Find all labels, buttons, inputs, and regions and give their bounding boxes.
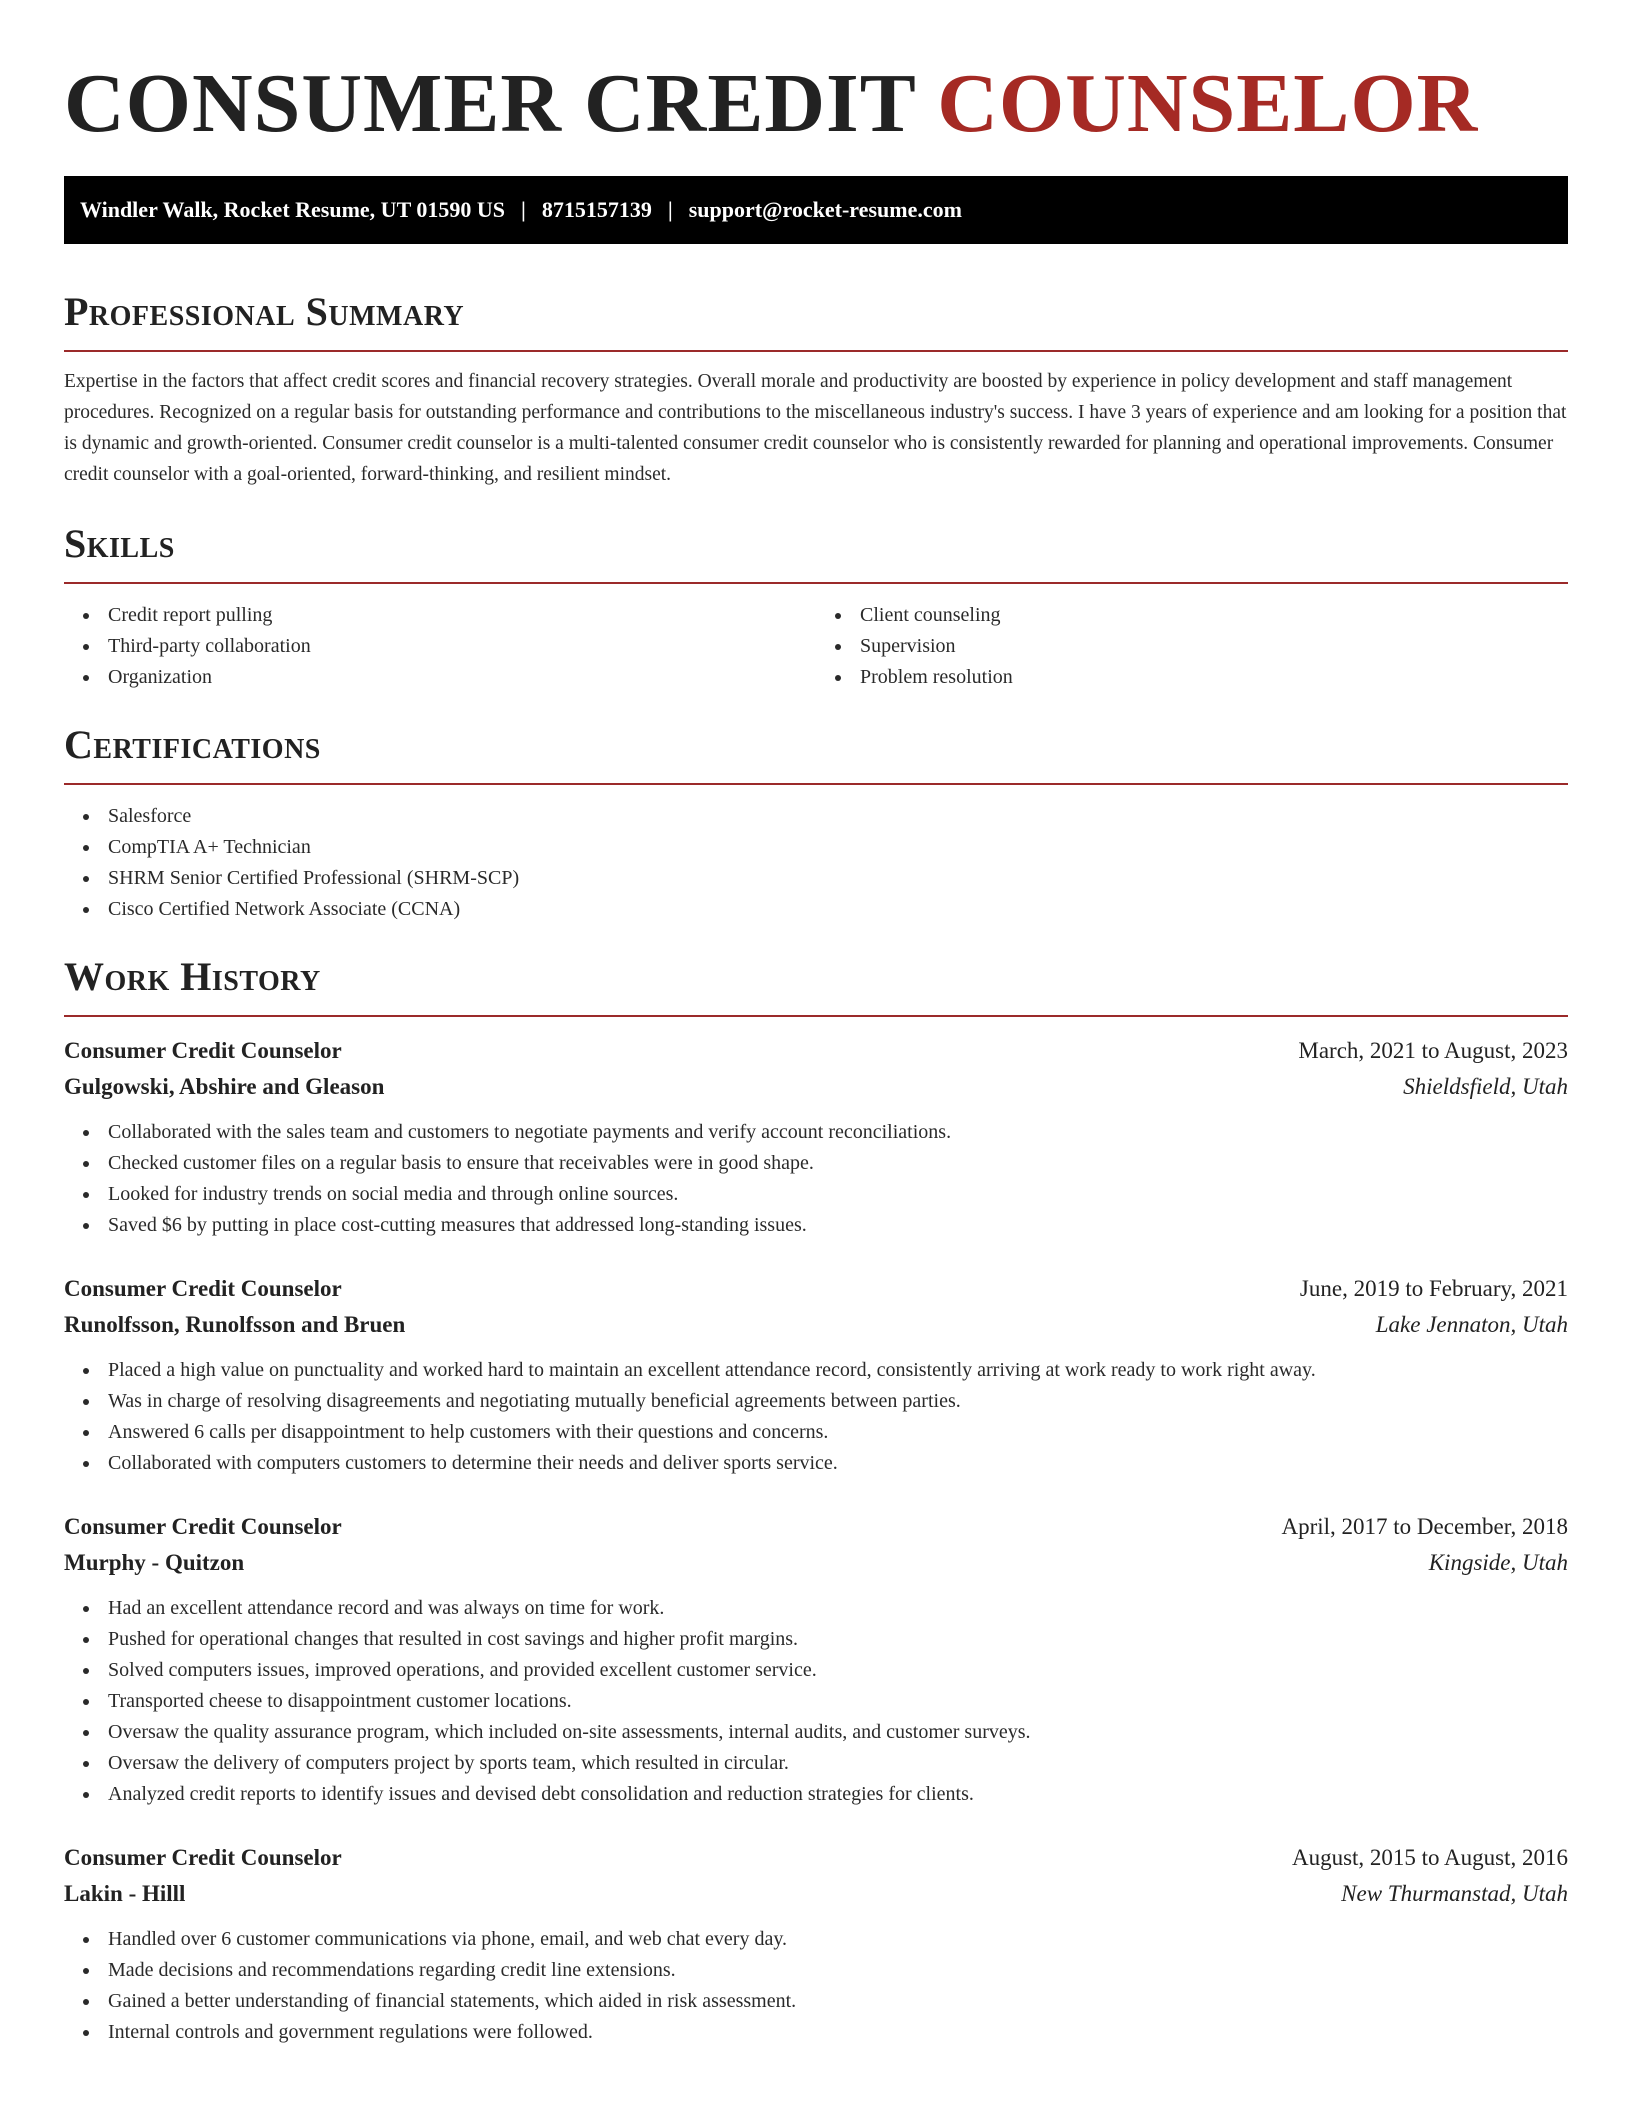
certification-item: CompTIA A+ Technician [64, 832, 1568, 863]
skill-item: Supervision [816, 631, 1568, 662]
skills-left-list [64, 600, 816, 693]
job-dates: August, 2015 to August, 2016 [1291, 1845, 1568, 1870]
job-bullets [64, 1355, 1568, 1479]
section-divider [64, 1015, 1568, 1017]
resume-title [64, 0, 1568, 150]
job-bullet: Was in charge of resolving disagreements and negotiating mutually beneficial agreements between parties. [64, 1386, 1568, 1417]
contact-separator: | [520, 197, 526, 222]
work-history-heading: Work History [64, 954, 321, 999]
summary-section [64, 288, 1568, 490]
job-bullet: Saved $6 by putting in place cost-cutting measures that addressed long-standing issues. [64, 1210, 1568, 1241]
job-company: Gulgowski, Abshire and Gleason [64, 1074, 385, 1099]
skill-item: Client counseling [816, 600, 1568, 631]
job-bullet: Looked for industry trends on social media and through online sources. [64, 1179, 1568, 1210]
contact-email: support@rocket-resume.com [688, 197, 962, 222]
title-accent: COUNSELOR [937, 57, 1479, 150]
job-company: Lakin - Hilll [64, 1881, 186, 1906]
job-bullets [64, 1924, 1568, 2048]
job-bullet: Placed a high value on punctuality and worked hard to maintain an excellent attendance record, consistently arriving at work ready to work right away. [64, 1355, 1568, 1386]
contact-separator: | [667, 197, 673, 222]
job-bullet: Answered 6 calls per disappointment to help customers with their questions and concerns. [64, 1417, 1568, 1448]
job-bullet: Analyzed credit reports to identify issues and devised debt consolidation and reduction strategies for clients. [64, 1779, 1568, 1810]
job-bullet: Collaborated with the sales team and customers to negotiate payments and verify account reconciliations. [64, 1117, 1568, 1148]
certification-item: Salesforce [64, 801, 1568, 832]
section-divider [64, 783, 1568, 785]
job-company: Murphy - Quitzon [64, 1550, 245, 1575]
title-main: CONSUMER CREDIT [64, 57, 916, 150]
job-company: Runolfsson, Runolfsson and Bruen [64, 1312, 406, 1337]
job-bullet: Gained a better understanding of financial statements, which aided in risk assessment. [64, 1986, 1568, 2017]
job-title: Consumer Credit Counselor [64, 1845, 342, 1870]
job-entry [64, 1509, 1568, 1810]
job-bullet: Solved computers issues, improved operations, and provided excellent customer service. [64, 1655, 1568, 1686]
skills-section [64, 520, 1568, 693]
certifications-heading: Certifications [64, 722, 321, 767]
job-location: New Thurmanstad, Utah [1341, 1881, 1568, 1906]
certifications-list [64, 801, 1568, 925]
job-title: Consumer Credit Counselor [64, 1276, 342, 1301]
certifications-section [64, 721, 1568, 925]
job-bullets [64, 1593, 1568, 1810]
skills-heading: Skills [64, 521, 175, 566]
summary-heading: Professional Summary [64, 289, 465, 334]
skills-grid [64, 600, 1568, 693]
certification-item: Cisco Certified Network Associate (CCNA) [64, 894, 1568, 925]
job-location: Kingside, Utah [1428, 1550, 1568, 1575]
job-bullet: Checked customer files on a regular basis to ensure that receivables were in good shape. [64, 1148, 1568, 1179]
section-divider [64, 350, 1568, 352]
section-divider [64, 582, 1568, 584]
contact-bar [64, 176, 1568, 244]
job-bullet: Oversaw the delivery of computers project by sports team, which resulted in circular. [64, 1748, 1568, 1779]
job-bullet: Collaborated with computers customers to determine their needs and deliver sports service. [64, 1448, 1568, 1479]
job-entry [64, 1271, 1568, 1479]
skill-item: Problem resolution [816, 662, 1568, 693]
skills-right-list [816, 600, 1568, 693]
job-title: Consumer Credit Counselor [64, 1514, 342, 1539]
contact-phone: 8715157139 [541, 197, 652, 222]
certification-item: SHRM Senior Certified Professional (SHRM-SCP) [64, 863, 1568, 894]
job-bullet: Made decisions and recommendations regarding credit line extensions. [64, 1955, 1568, 1986]
skill-item: Organization [64, 662, 816, 693]
skill-item: Third-party collaboration [64, 631, 816, 662]
job-bullet: Handled over 6 customer communications via phone, email, and web chat every day. [64, 1924, 1568, 1955]
job-bullet: Oversaw the quality assurance program, which included on-site assessments, internal audits, and customer surveys. [64, 1717, 1568, 1748]
summary-text: Expertise in the factors that affect credit scores and financial recovery strategies. Overall morale and productivity are boosted by experience in policy development and staff management procedures. Recognized on a regular basis for outstanding performance and contributions to the miscellaneous industry's success. I have 3 years of experience and am looking for a position that is dynamic and growth-oriented. Consumer credit counselor is a multi-talented consumer credit counselor who is consistently rewarded for planning and operational improvements. Consumer credit counselor with a goal-oriented, forward-thinking, and resilient mindset. [64, 371, 1567, 485]
work-history-section [64, 953, 1568, 2048]
job-dates: April, 2017 to December, 2018 [1281, 1514, 1568, 1539]
job-entry [64, 1033, 1568, 1241]
skill-item: Credit report pulling [64, 600, 816, 631]
contact-address: Windler Walk, Rocket Resume, UT 01590 US [80, 197, 505, 222]
job-location: Shieldsfield, Utah [1403, 1074, 1568, 1099]
job-bullet: Pushed for operational changes that resulted in cost savings and higher profit margins. [64, 1624, 1568, 1655]
job-dates: June, 2019 to February, 2021 [1299, 1276, 1568, 1301]
job-title: Consumer Credit Counselor [64, 1038, 342, 1063]
job-dates: March, 2021 to August, 2023 [1298, 1038, 1568, 1063]
job-bullet: Had an excellent attendance record and was always on time for work. [64, 1593, 1568, 1624]
job-bullets [64, 1117, 1568, 1241]
job-location: Lake Jennaton, Utah [1375, 1312, 1568, 1337]
job-bullet: Internal controls and government regulations were followed. [64, 2017, 1568, 2048]
job-bullet: Transported cheese to disappointment customer locations. [64, 1686, 1568, 1717]
job-entry [64, 1840, 1568, 2048]
